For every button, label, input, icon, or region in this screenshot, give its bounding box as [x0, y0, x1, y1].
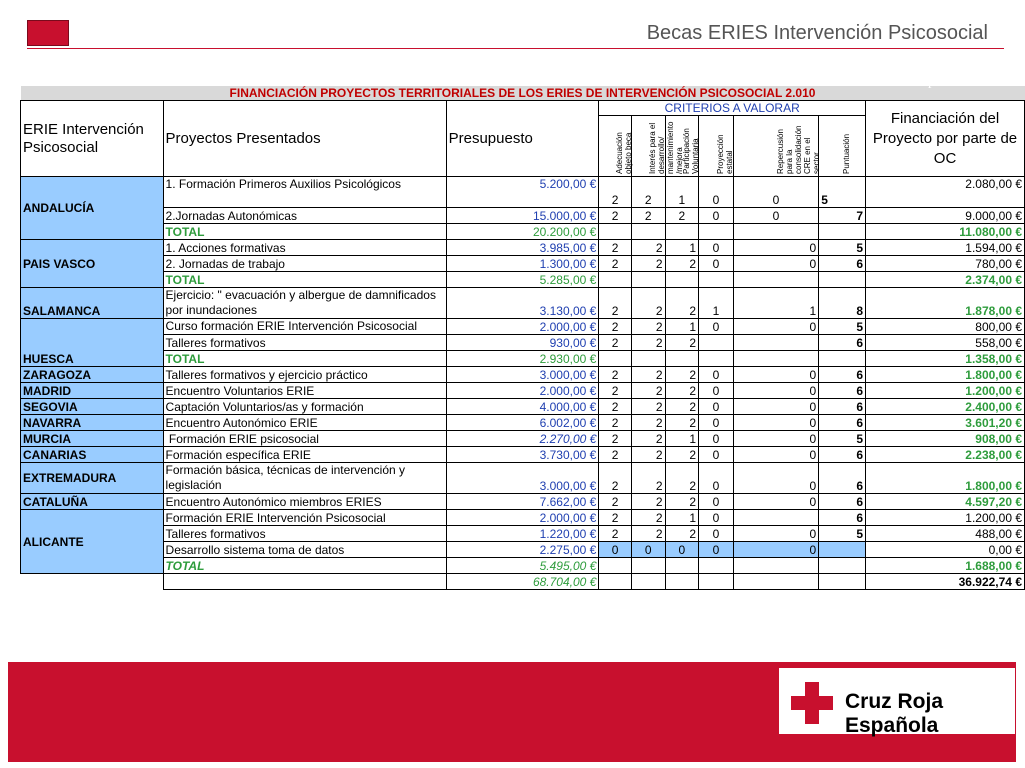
- crit-cell: 2: [599, 415, 632, 431]
- financing-table-container: [20, 86, 1025, 590]
- project-cell: Captación Voluntarios/as y formación: [163, 399, 446, 415]
- table-row: [21, 367, 1025, 383]
- score-cell: 6: [819, 367, 866, 383]
- crit-cell: 0: [699, 383, 734, 399]
- table-row: [21, 319, 1025, 335]
- total-row: [21, 272, 1025, 288]
- project-cell: Formación básica, técnicas de intervención y legislación: [163, 463, 446, 494]
- score-cell: 5: [819, 177, 866, 208]
- crit-cell: 2: [599, 240, 632, 256]
- crit-cell: 0: [699, 526, 734, 542]
- crit-cell: 1: [665, 319, 699, 335]
- crit-cell: 2: [631, 240, 665, 256]
- header-crit-participacion: Participación Voluntaria: [665, 116, 699, 177]
- crit-cell: 2: [599, 463, 632, 494]
- total-row: [21, 351, 1025, 367]
- funding-cell: 800,00 €: [866, 319, 1025, 335]
- table-row: [21, 399, 1025, 415]
- score-cell: 6: [819, 256, 866, 272]
- crit-cell: 0: [699, 510, 734, 526]
- project-cell: 2. Jornadas de trabajo: [163, 256, 446, 272]
- crit-cell: 0: [699, 256, 734, 272]
- project-cell: Formación ERIE Intervención Psicosocial: [163, 510, 446, 526]
- crit-cell: 0: [699, 463, 734, 494]
- region-cell: SALAMANCA: [21, 288, 164, 319]
- funding-cell: 2.080,00 €: [866, 177, 1025, 208]
- crit-cell: 2: [599, 367, 632, 383]
- table-row: [21, 415, 1025, 431]
- crit-cell: 0: [733, 240, 819, 256]
- financing-table: [20, 86, 1025, 590]
- table-row: [21, 240, 1025, 256]
- funding-cell: 1.800,00 €: [866, 463, 1025, 494]
- table-row: [21, 463, 1025, 494]
- crit-cell: 1: [665, 177, 699, 208]
- crit-cell: 0: [733, 447, 819, 463]
- project-cell: Encuentro Autonómico ERIE: [163, 415, 446, 431]
- header-crit-proyeccion: Proyección estatal: [699, 116, 734, 177]
- red-cross-icon: [791, 682, 833, 724]
- score-cell: 6: [819, 447, 866, 463]
- budget-cell: 2.000,00 €: [446, 383, 599, 399]
- crit-cell: 0: [733, 367, 819, 383]
- header-presupuesto: Presupuesto: [446, 101, 599, 177]
- funding-cell: 2.400,00 €: [866, 399, 1025, 415]
- total-row: [21, 224, 1025, 240]
- region-cell: MADRID: [21, 383, 164, 399]
- crit-cell: 2: [631, 431, 665, 447]
- score-cell: 6: [819, 399, 866, 415]
- crit-cell: 2: [665, 335, 699, 351]
- cruz-roja-logo: [779, 668, 1015, 737]
- title-divider: [27, 48, 1004, 49]
- crit-cell: 2: [631, 383, 665, 399]
- funding-cell: 558,00 €: [866, 335, 1025, 351]
- score-cell: 5: [819, 240, 866, 256]
- crit-cell: 2: [665, 208, 699, 224]
- region-cell: SEGOVIA: [21, 399, 164, 415]
- total-label: TOTAL: [163, 351, 446, 367]
- budget-cell: 3.985,00 €: [446, 240, 599, 256]
- score-cell: 5: [819, 431, 866, 447]
- crit-cell: 0: [699, 447, 734, 463]
- table-row: [21, 447, 1025, 463]
- crit-cell: 2: [665, 367, 699, 383]
- budget-cell: 3.130,00 €: [446, 288, 599, 319]
- score-cell: 6: [819, 510, 866, 526]
- crit-cell: 2: [599, 526, 632, 542]
- funding-cell: 1.800,00 €: [866, 367, 1025, 383]
- crit-cell: 0: [599, 542, 632, 558]
- score-cell: 6: [819, 494, 866, 510]
- region-cell: HUESCA: [21, 319, 164, 367]
- funding-cell: 488,00 €: [866, 526, 1025, 542]
- table-caption: FINANCIACIÓN PROYECTOS TERRITORIALES DE LOS ERIES DE INTERVENCIÓN PSICOSOCIAL 2.010: [21, 86, 1025, 101]
- brand-name: Cruz Roja Española: [845, 690, 944, 737]
- footer-banner: [8, 662, 1016, 762]
- table-row: [21, 526, 1025, 542]
- budget-total-cell: 2.930,00 €: [446, 351, 599, 367]
- budget-cell: 930,00 €: [446, 335, 599, 351]
- grand-total-funding: 36.922,74 €: [866, 574, 1025, 590]
- table-row: [21, 335, 1025, 351]
- score-cell: 7: [819, 208, 866, 224]
- crit-cell: 2: [631, 399, 665, 415]
- crit-cell: 1: [733, 288, 819, 319]
- table-row: [21, 383, 1025, 399]
- header-financiacion: Financiación del Proyecto por parte de OC: [866, 101, 1025, 177]
- score-cell: 6: [819, 383, 866, 399]
- region-cell: ZARAGOZA: [21, 367, 164, 383]
- funding-cell: 1.200,00 €: [866, 510, 1025, 526]
- crit-cell: 0: [699, 542, 734, 558]
- budget-cell: 15.000,00 €: [446, 208, 599, 224]
- table-row: [21, 494, 1025, 510]
- budget-cell: 4.000,00 €: [446, 399, 599, 415]
- crit-cell: 0: [733, 494, 819, 510]
- crit-cell: 0: [699, 319, 734, 335]
- project-cell: Encuentro Autonómico miembros ERIES: [163, 494, 446, 510]
- funding-total-cell: 1.358,00 €: [866, 351, 1025, 367]
- crit-cell: 0: [733, 383, 819, 399]
- crit-cell: 2: [631, 319, 665, 335]
- funding-cell: 1.200,00 €: [866, 383, 1025, 399]
- project-cell: Talleres formativos: [163, 335, 446, 351]
- score-cell: 6: [819, 335, 866, 351]
- region-cell: NAVARRA: [21, 415, 164, 431]
- budget-cell: 2.275,00 €: [446, 542, 599, 558]
- funding-cell: 1.594,00 €: [866, 240, 1025, 256]
- region-cell: ALICANTE: [21, 510, 164, 574]
- crit-cell: 2: [599, 447, 632, 463]
- budget-total-cell: 20.200,00 €: [446, 224, 599, 240]
- budget-cell: 1.220,00 €: [446, 526, 599, 542]
- project-cell: 1. Acciones formativas: [163, 240, 446, 256]
- crit-cell: 2: [599, 399, 632, 415]
- crit-cell: 0: [631, 542, 665, 558]
- funding-total-cell: 2.374,00 €: [866, 272, 1025, 288]
- crit-cell: 2: [631, 510, 665, 526]
- crit-cell: 0: [733, 463, 819, 494]
- crit-cell: 0: [699, 208, 734, 224]
- table-row: [21, 510, 1025, 526]
- crit-cell: 2: [631, 177, 665, 208]
- budget-cell: 5.200,00 €: [446, 177, 599, 208]
- table-row: [21, 208, 1025, 224]
- project-cell: Formación ERIE psicosocial: [163, 431, 446, 447]
- crit-cell: 0: [733, 256, 819, 272]
- funding-cell: 0,00 €: [866, 542, 1025, 558]
- project-cell: Desarrollo sistema toma de datos: [163, 542, 446, 558]
- project-cell: Formación específica ERIE: [163, 447, 446, 463]
- crit-cell: 0: [733, 431, 819, 447]
- crit-cell: 2: [631, 415, 665, 431]
- crit-cell: 0: [733, 399, 819, 415]
- brand-tagline: Cada vez más cerca de las personas: [778, 74, 978, 89]
- crit-cell: 2: [599, 335, 632, 351]
- table-row: [21, 177, 1025, 208]
- crit-cell: 2: [599, 494, 632, 510]
- budget-cell: 7.662,00 €: [446, 494, 599, 510]
- slide-title: Becas ERIES Intervención Psicosocial: [646, 22, 988, 44]
- funding-cell: 780,00 €: [866, 256, 1025, 272]
- table-row: [21, 256, 1025, 272]
- crit-cell: 0: [733, 177, 819, 208]
- region-cell: PAIS VASCO: [21, 240, 164, 288]
- header-proyectos: Proyectos Presentados: [163, 101, 446, 177]
- funding-cell: 3.601,20 €: [866, 415, 1025, 431]
- total-row: [21, 558, 1025, 574]
- region-cell: MURCIA: [21, 431, 164, 447]
- funding-total-cell: 1.688,00 €: [866, 558, 1025, 574]
- funding-total-cell: 11.080,00 €: [866, 224, 1025, 240]
- budget-cell: 2.270,00 €: [446, 431, 599, 447]
- project-cell: 1. Formación Primeros Auxilios Psicológicos: [163, 177, 446, 208]
- crit-cell: 2: [631, 288, 665, 319]
- project-cell: Encuentro Voluntarios ERIE: [163, 383, 446, 399]
- grand-total-row: [21, 574, 1025, 590]
- crit-cell: 0: [699, 240, 734, 256]
- crit-cell: 0: [699, 367, 734, 383]
- crit-cell: 2: [599, 208, 632, 224]
- crit-cell: 0: [699, 177, 734, 208]
- budget-cell: 3.730,00 €: [446, 447, 599, 463]
- budget-total-cell: 5.285,00 €: [446, 272, 599, 288]
- table-row: [21, 542, 1025, 558]
- crit-cell: 0: [699, 494, 734, 510]
- funding-cell: 1.878,00 €: [866, 288, 1025, 319]
- crit-cell: 2: [599, 256, 632, 272]
- crit-cell: 2: [599, 431, 632, 447]
- crit-cell: 1: [665, 240, 699, 256]
- crit-cell: 2: [631, 208, 665, 224]
- crit-cell: 2: [631, 256, 665, 272]
- header-row-1: [21, 101, 1025, 116]
- score-cell: 5: [819, 526, 866, 542]
- crit-cell: 2: [665, 399, 699, 415]
- crit-cell: 0: [699, 431, 734, 447]
- crit-cell: 2: [599, 510, 632, 526]
- score-cell: 5: [819, 319, 866, 335]
- crit-cell: 2: [665, 415, 699, 431]
- region-cell: ANDALUCÍA: [21, 177, 164, 240]
- crit-cell: 1: [699, 288, 734, 319]
- crit-cell: 0: [699, 415, 734, 431]
- header-crit-interes: Interés para el desarrollo/ mantenimiento /mejora: [631, 116, 665, 177]
- crit-cell: 2: [599, 177, 632, 208]
- budget-cell: 2.000,00 €: [446, 510, 599, 526]
- crit-cell: 0: [733, 415, 819, 431]
- project-cell: Talleres formativos: [163, 526, 446, 542]
- crit-cell: 0: [733, 208, 819, 224]
- crit-cell: 0: [733, 542, 819, 558]
- crit-cell: 2: [631, 526, 665, 542]
- budget-cell: 6.002,00 €: [446, 415, 599, 431]
- crit-cell: 2: [665, 383, 699, 399]
- crit-cell: 2: [631, 335, 665, 351]
- project-cell: Talleres formativos y ejercicio práctico: [163, 367, 446, 383]
- score-cell: 6: [819, 463, 866, 494]
- score-cell: 6: [819, 415, 866, 431]
- table-row: [21, 431, 1025, 447]
- header-erie: ERIE Intervención Psicosocial: [21, 101, 164, 177]
- grand-total-budget: 68.704,00 €: [446, 574, 599, 590]
- project-cell: 2.Jornadas Autonómicas: [163, 208, 446, 224]
- funding-cell: 9.000,00 €: [866, 208, 1025, 224]
- project-cell: Ejercicio: " evacuación y albergue de damnificados por inundaciones: [163, 288, 446, 319]
- crit-cell: 2: [665, 494, 699, 510]
- header-crit-repercusion: Repercusión para la consolidación CRE en el sector: [733, 116, 819, 177]
- crit-cell: 1: [665, 431, 699, 447]
- crit-cell: 0: [733, 319, 819, 335]
- crit-cell: 0: [699, 399, 734, 415]
- region-cell: EXTREMADURA: [21, 463, 164, 494]
- header-criterios: CRITERIOS A VALORAR: [599, 101, 866, 116]
- crit-cell: 0: [733, 526, 819, 542]
- crit-cell: 2: [599, 383, 632, 399]
- crit-cell: 2: [665, 447, 699, 463]
- total-label: TOTAL: [163, 558, 446, 574]
- header-crit-puntuacion: Puntuación: [819, 116, 866, 177]
- region-cell: CATALUÑA: [21, 494, 164, 510]
- funding-cell: 908,00 €: [866, 431, 1025, 447]
- table-row: [21, 288, 1025, 319]
- crit-cell: 2: [599, 319, 632, 335]
- crit-cell: 2: [665, 526, 699, 542]
- crit-cell: 1: [665, 510, 699, 526]
- crit-cell: 2: [631, 494, 665, 510]
- crit-cell: 2: [631, 447, 665, 463]
- total-label: TOTAL: [163, 272, 446, 288]
- budget-cell: 1.300,00 €: [446, 256, 599, 272]
- project-cell: Curso formación ERIE Intervención Psicosocial: [163, 319, 446, 335]
- total-label: TOTAL: [163, 224, 446, 240]
- score-cell: 8: [819, 288, 866, 319]
- crit-cell: 0: [665, 542, 699, 558]
- budget-cell: 3.000,00 €: [446, 463, 599, 494]
- crit-cell: 2: [665, 463, 699, 494]
- crit-cell: 2: [631, 463, 665, 494]
- budget-cell: 3.000,00 €: [446, 367, 599, 383]
- crit-cell: 2: [665, 256, 699, 272]
- brand-square-logo: [27, 20, 69, 46]
- funding-cell: 2.238,00 €: [866, 447, 1025, 463]
- budget-total-cell: 5.495,00 €: [446, 558, 599, 574]
- budget-cell: 2.000,00 €: [446, 319, 599, 335]
- header-crit-adecuacion: Adecuación objeto beca: [599, 116, 632, 177]
- crit-cell: 2: [599, 288, 632, 319]
- crit-cell: 2: [665, 288, 699, 319]
- crit-cell: 2: [631, 367, 665, 383]
- region-cell: CANARIAS: [21, 447, 164, 463]
- funding-cell: 4.597,20 €: [866, 494, 1025, 510]
